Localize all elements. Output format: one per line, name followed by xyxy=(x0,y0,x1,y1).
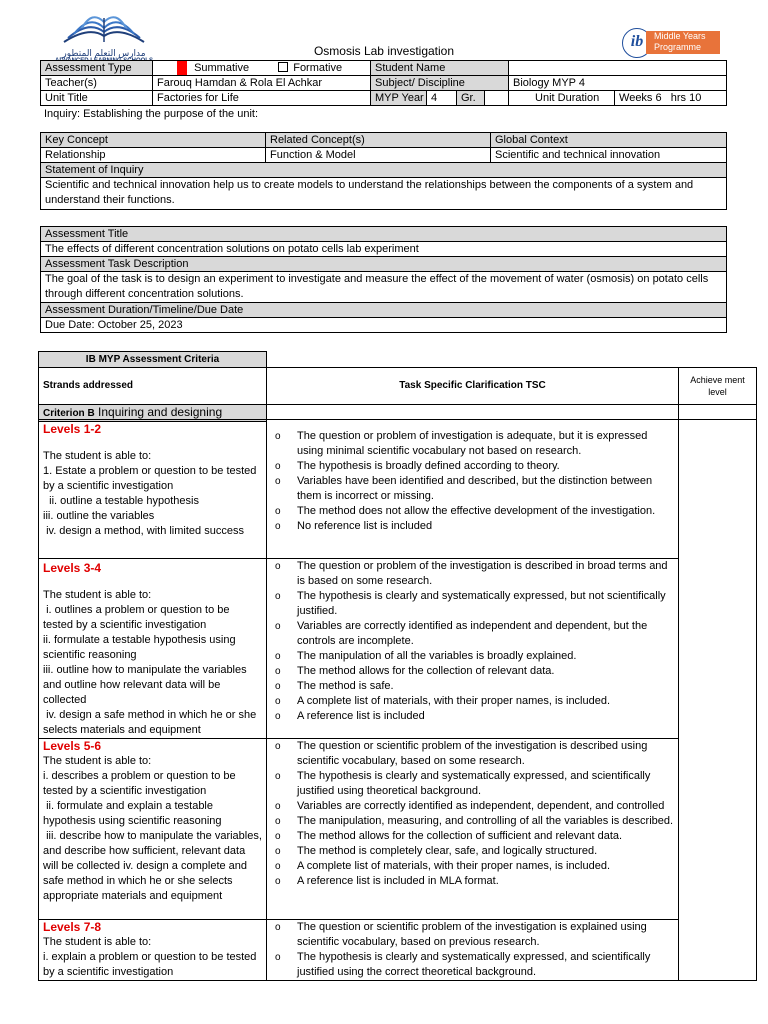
ib-logo-banner xyxy=(646,31,720,54)
tsc-bullet: o The manipulation, measuring, and controlling of all the variables is described. xyxy=(271,814,674,829)
ib-logo-line1: Middle Years xyxy=(654,31,706,41)
due-date-value: Due Date: October 25, 2023 xyxy=(41,318,727,333)
assessment-type-label: Assessment Type xyxy=(41,61,153,76)
page-title: Osmosis Lab investigation xyxy=(313,44,455,58)
formative-option: Formative xyxy=(293,62,343,74)
achievement-level-header: Achieve ment level xyxy=(679,368,757,405)
criteria-heading: IB MYP Assessment Criteria xyxy=(39,352,267,368)
strand-cell xyxy=(39,559,267,739)
strands-addressed-header: Strands addressed xyxy=(39,368,267,405)
tsc-bullet: o The question or scientific problem of the investigation is described using scientific vocabulary, based on some research. xyxy=(271,739,674,769)
level-title: Levels 7-8 xyxy=(43,920,102,934)
tsc-bullet: o A complete list of materials, with their proper names, is included. xyxy=(271,694,674,709)
unit-duration-label: Unit Duration xyxy=(509,91,615,106)
myp-year-label: MYP Year xyxy=(371,91,427,106)
assessment-task-label: Assessment Task Description xyxy=(41,257,727,272)
assessment-table xyxy=(40,226,727,333)
inquiry-heading: Inquiry: Establishing the purpose of the unit: xyxy=(44,108,259,120)
strand-cell xyxy=(39,739,267,920)
tsc-bullet: o A reference list is included xyxy=(271,709,674,724)
ib-myp-logo xyxy=(622,28,720,56)
level-row-5-6 xyxy=(39,739,757,920)
tsc-header: Task Specific Clarification TSC xyxy=(267,368,679,405)
teachers-value: Farouq Hamdan & Rola El Achkar xyxy=(153,76,371,91)
level-title: Levels 1-2 xyxy=(43,422,102,436)
criterion-b-code: Criterion B xyxy=(43,408,95,419)
key-concept-label: Key Concept xyxy=(41,133,266,148)
criteria-header-table xyxy=(38,351,267,368)
level-row-7-8 xyxy=(39,920,757,981)
tsc-bullet: o The hypothesis is clearly and systematically expressed, and scientifically justified using theoretical background. xyxy=(271,769,674,799)
assessment-title-label: Assessment Title xyxy=(41,227,727,242)
criterion-b-name: Inquiring and designing xyxy=(98,405,223,419)
tsc-bullet: o The method is safe. xyxy=(271,679,674,694)
tsc-bullet: o No reference list is included xyxy=(271,519,674,534)
unit-title-label: Unit Title xyxy=(41,91,153,106)
tsc-bullet: o Variables are correctly identified as independent and dependent, but the controls are incomplete. xyxy=(271,619,674,649)
ib-logo-text: ib xyxy=(630,33,644,50)
concepts-table xyxy=(40,132,727,210)
student-name-label: Student Name xyxy=(371,61,509,76)
grade-label: Gr. xyxy=(457,91,485,106)
tsc-cell xyxy=(267,920,679,981)
tsc-bullet: o Variables are correctly identified as independent, dependent, and controlled xyxy=(271,799,674,814)
global-context-value: Scientific and technical innovation xyxy=(491,148,727,163)
summative-option: Summative xyxy=(194,62,250,74)
myp-year-value: 4 xyxy=(427,91,457,106)
tsc-cell xyxy=(267,420,679,559)
tsc-bullet: o The method is completely clear, safe, and logically structured. xyxy=(271,844,674,859)
strand-cell xyxy=(39,420,267,559)
school-logo-book-icon xyxy=(44,8,164,48)
strand-text: The student is able to: i. outlines a problem or question to be tested by a scientific investigation ii. formulate a testable hypothesis using scientific reasoning iii. outline how to manipulate the variables and outline how relevant data will be collected iv. design a safe method in which he or she selects materials and equipment xyxy=(43,589,257,736)
level-row-3-4 xyxy=(39,559,757,739)
tsc-bullet: o The question or problem of the investigation is described in broad terms and is based on some research. xyxy=(271,559,674,589)
unit-title-value: Factories for Life xyxy=(153,91,371,106)
key-concept-value: Relationship xyxy=(41,148,266,163)
subject-label: Subject/ Discipline xyxy=(371,76,509,91)
assessment-title-value: The effects of different concentration solutions on potato cells lab experiment xyxy=(41,242,727,257)
achievement-level-cell[interactable] xyxy=(679,420,757,981)
tsc-bullet: o A complete list of materials, with their proper names, is included. xyxy=(271,859,674,874)
tsc-bullet: o The method allows for the collection of relevant data. xyxy=(271,664,674,679)
tsc-bullet: o The manipulation of all the variables is broadly explained. xyxy=(271,649,674,664)
tsc-bullet: o The question or problem of investigation is adequate, but it is expressed using minimal scientific vocabulary not based on research. xyxy=(271,429,674,459)
tsc-bullet: o The method does not allow the effective development of the investigation. xyxy=(271,504,674,519)
student-name-value[interactable] xyxy=(509,61,727,76)
global-context-label: Global Context xyxy=(491,133,727,148)
level-row-1-2 xyxy=(39,420,757,559)
strand-cell xyxy=(39,920,267,981)
tsc-bullet: o The hypothesis is clearly and systematically expressed, but not scientifically justified. xyxy=(271,589,674,619)
subject-value: Biology MYP 4 xyxy=(509,76,727,91)
level-title: Levels 3-4 xyxy=(43,561,102,575)
tsc-bullet: o Variables have been identified and described, but the distinction between them is incorrect or missing. xyxy=(271,474,674,504)
statement-of-inquiry-value: Scientific and technical innovation help us to create models to understand the relationships between the components of a system and understand their functions. xyxy=(41,178,727,210)
strand-text: The student is able to: 1. Estate a problem or question to be tested by a scientific investigation ii. outline a testable hypothesis iii. outline the variables iv. design a method, with limited success xyxy=(43,450,257,537)
tsc-bullet: o The hypothesis is clearly and systematically expressed, and scientifically justified using the correct theoretical background. xyxy=(271,950,674,980)
tsc-cell xyxy=(267,559,679,739)
statement-of-inquiry-label: Statement of Inquiry xyxy=(41,163,727,178)
assessment-task-value: The goal of the task is to design an experiment to investigate and measure the effect of the movement of water (osmosis) on potato cells through different concentration solutions. xyxy=(41,272,727,303)
teachers-label: Teacher(s) xyxy=(41,76,153,91)
school-logo-arabic: مدارس التعلم المتطور xyxy=(62,48,146,58)
summative-marker xyxy=(177,61,187,75)
level-title: Levels 5-6 xyxy=(43,739,102,753)
ib-logo-line2: Programme xyxy=(654,42,702,52)
tsc-cell xyxy=(267,739,679,920)
criteria-columns-table xyxy=(38,367,757,422)
criteria-levels-table xyxy=(38,419,757,981)
tsc-bullet: o A reference list is included in MLA format. xyxy=(271,874,674,889)
tsc-bullet: o The question or scientific problem of the investigation is explained using scientific vocabulary, based on previous research. xyxy=(271,920,674,950)
unit-duration-value: Weeks 6 hrs 10 xyxy=(615,91,727,106)
related-concepts-label: Related Concept(s) xyxy=(266,133,491,148)
formative-checkbox[interactable] xyxy=(278,62,288,72)
unit-info-table xyxy=(40,60,727,106)
strand-text: The student is able to: i. explain a problem or question to be tested by a scientific investigation xyxy=(43,936,257,978)
grade-value xyxy=(485,91,509,106)
tsc-bullet: o The method allows for the collection of sufficient and relevant data. xyxy=(271,829,674,844)
strand-text: The student is able to: i. describes a problem or question to be tested by a scientific investigation ii. formulate and explain a testable hypothesis using scientific reasoning iii. describe how to manipulate the variables, and describe how sufficient, relevant data will be collected iv. design a complete and safe method in which he or she selects appropriate materials and equipment xyxy=(43,755,262,902)
related-concepts-value: Function & Model xyxy=(266,148,491,163)
tsc-bullet: o The hypothesis is broadly defined according to theory. xyxy=(271,459,674,474)
assessment-type-options xyxy=(153,61,371,76)
assessment-duration-label: Assessment Duration/Timeline/Due Date xyxy=(41,303,727,318)
